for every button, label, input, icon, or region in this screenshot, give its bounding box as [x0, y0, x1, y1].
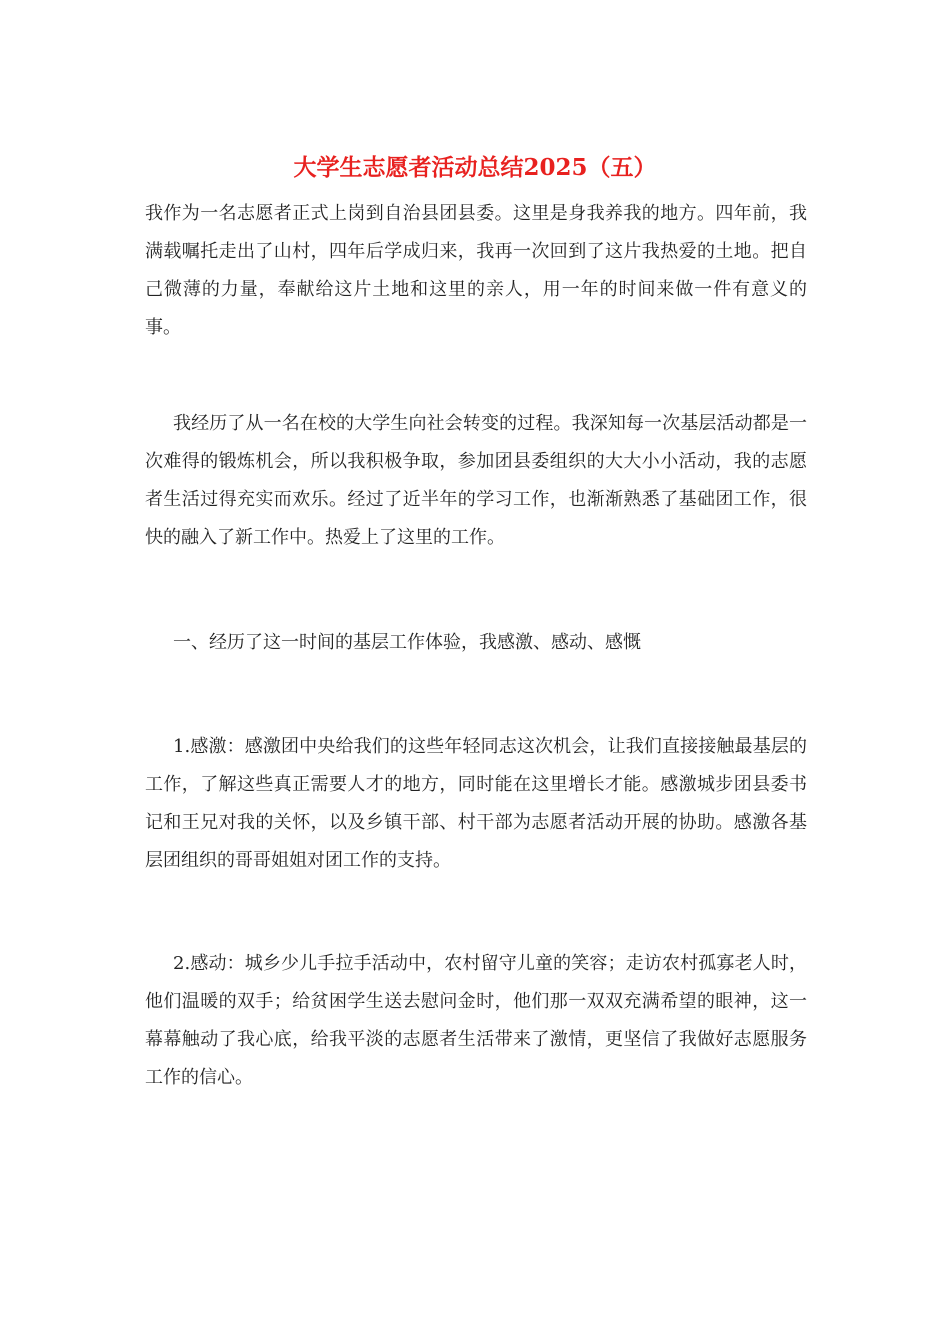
paragraph-experience: 我经历了从一名在校的大学生向社会转变的过程。我深知每一次基层活动都是一次难得的锻炼机会，所以我积极争取，参加团县委组织的大大小小活动，我的志愿者生活过得充实而欢乐。经过了近半年的学习工作，也渐渐熟悉了基础团工作，很快的融入了新工作中。热爱上了这里的工作。 [145, 413, 807, 548]
document-title: 大学生志愿者活动总结2025（五） [293, 154, 657, 181]
paragraph-moved: 2.感动：城乡少儿手拉手活动中，农村留守儿童的笑容；走访农村孤寡老人时，他们温暖的双手；给贫困学生送去慰问金时，他们那一双双充满希望的眼神，这一幕幕触动了我心底，给我平淡的志愿者生活带来了激情，更坚信了我做好志愿服务工作的信心。 [145, 953, 807, 1088]
section-heading: 一、经历了这一时间的基层工作体验，我感激、感动、感慨 [173, 632, 641, 653]
paragraph-gratitude: 1.感激：感激团中央给我们的这些年轻同志这次机会，让我们直接接触最基层的工作，了解这些真正需要人才的地方，同时能在这里增长才能。感激城步团县委书记和王兄对我的关怀，以及乡镇干部、村干部为志愿者活动开展的协助。感激各基层团组织的哥哥姐姐对团工作的支持。 [145, 736, 807, 871]
paragraph-intro: 我作为一名志愿者正式上岗到自治县团县委。这里是身我养我的地方。四年前，我满载嘱托走出了山村，四年后学成归来，我再一次回到了这片我热爱的土地。把自己微薄的力量，奉献给这片土地和这里的亲人，用一年的时间来做一件有意义的事。 [145, 203, 807, 338]
